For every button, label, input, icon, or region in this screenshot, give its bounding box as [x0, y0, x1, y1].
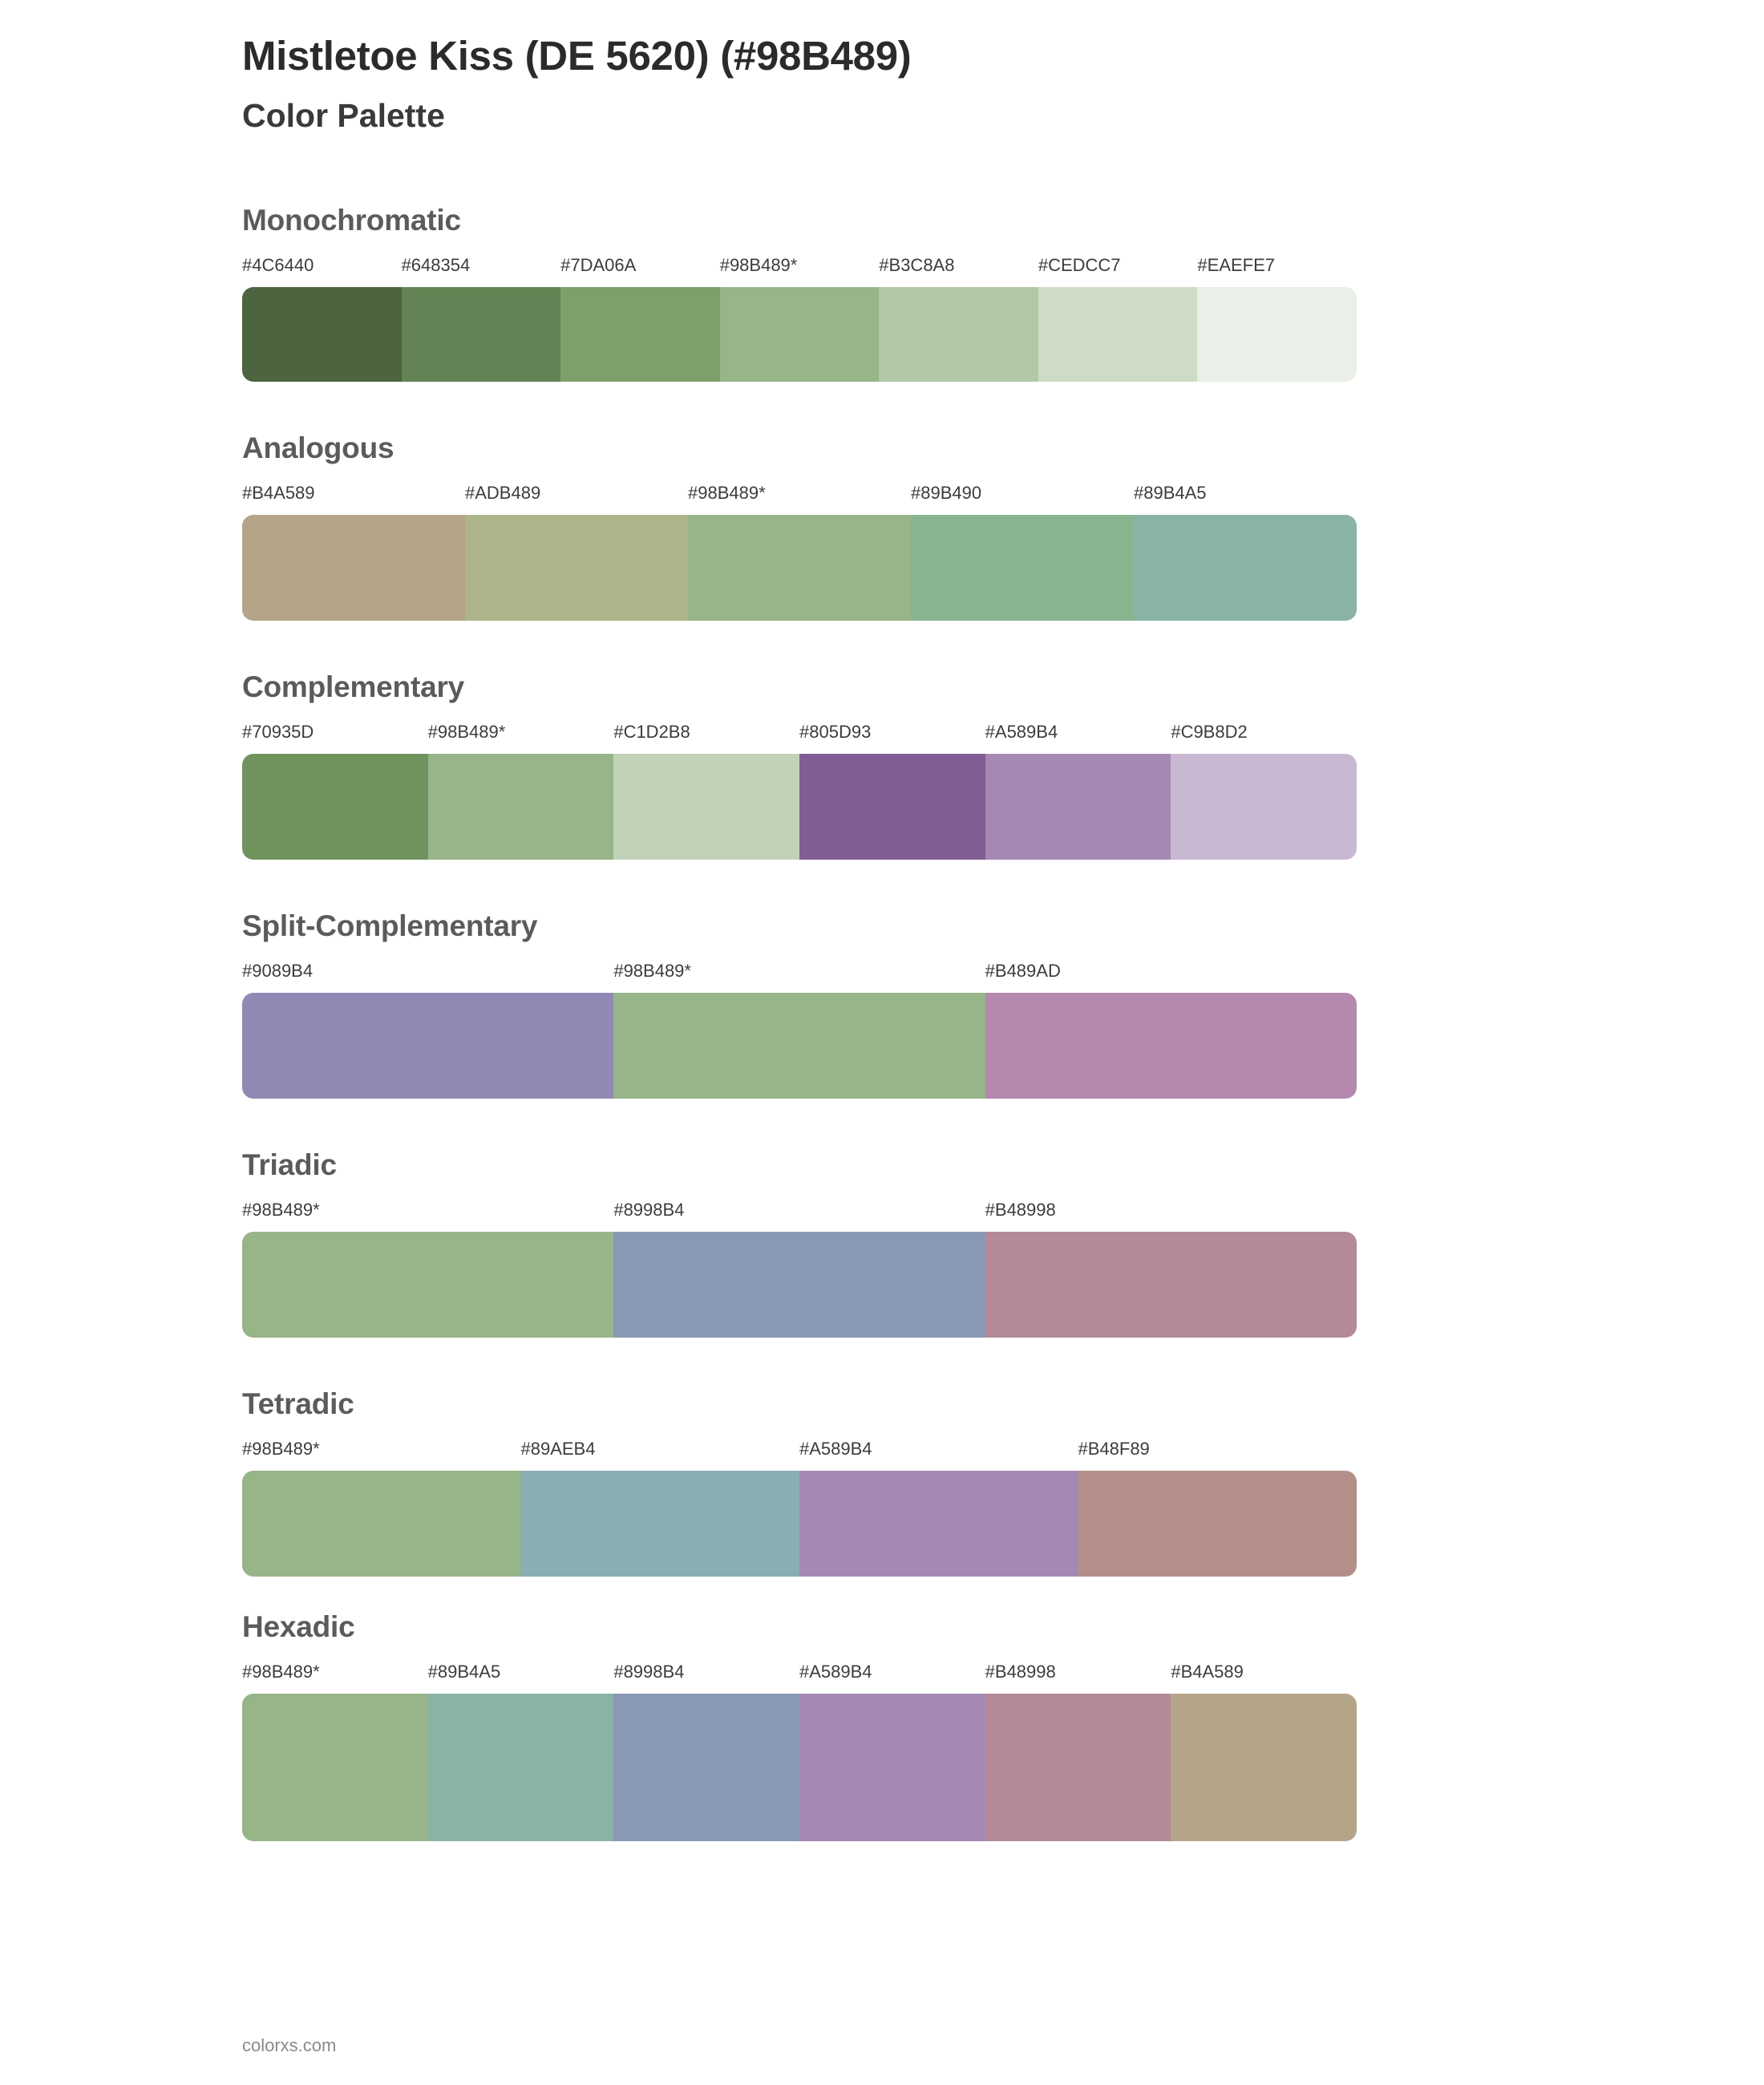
- color-swatch[interactable]: [911, 515, 1134, 621]
- color-swatch[interactable]: [1197, 287, 1357, 382]
- color-swatch[interactable]: [402, 287, 561, 382]
- swatch-hex-label: #89B490: [911, 483, 982, 503]
- swatch-hex-label: #8998B4: [613, 1200, 685, 1220]
- swatch-hex-label: #C1D2B8: [613, 722, 690, 742]
- color-swatch[interactable]: [1171, 754, 1357, 860]
- swatch-hex-label: #98B489*: [719, 255, 798, 275]
- color-swatch[interactable]: [1134, 515, 1357, 621]
- color-swatch[interactable]: [985, 1232, 1357, 1338]
- section-title: Triadic: [242, 1148, 337, 1181]
- color-swatch[interactable]: [879, 287, 1038, 382]
- swatch-row: [242, 1471, 1357, 1577]
- swatch-label-row: [242, 1662, 1357, 1694]
- color-swatch[interactable]: [242, 287, 402, 382]
- color-swatch[interactable]: [1038, 287, 1198, 382]
- swatch-row: [242, 754, 1357, 860]
- color-swatch[interactable]: [242, 515, 465, 621]
- color-swatch[interactable]: [799, 1694, 985, 1841]
- swatch-hex-label: #648354: [401, 255, 471, 275]
- palette-section: [0, 909, 1764, 1099]
- swatch-hex-label: #98B489*: [427, 722, 506, 742]
- swatch-label-row: [242, 255, 1357, 287]
- swatch-hex-label: #B4A589: [242, 483, 315, 503]
- color-swatch[interactable]: [1078, 1471, 1357, 1577]
- footer-site-label: colorxs.com: [242, 2035, 337, 2055]
- swatch-hex-label: #EAEFE7: [1197, 255, 1276, 275]
- swatch-label-row: [242, 1439, 1357, 1471]
- swatch-hex-label: #98B489*: [242, 1662, 320, 1682]
- palette-section: [0, 431, 1764, 621]
- color-swatch[interactable]: [428, 754, 614, 860]
- swatch-hex-label: #4C6440: [242, 255, 314, 275]
- swatch-hex-label: #A589B4: [799, 1439, 872, 1459]
- color-swatch[interactable]: [242, 993, 613, 1099]
- page-title: Mistletoe Kiss (DE 5620) (#98B489): [242, 33, 912, 79]
- swatch-hex-label: #9089B4: [242, 961, 314, 981]
- color-swatch[interactable]: [242, 1694, 428, 1841]
- swatch-label-row: [242, 722, 1357, 754]
- swatch-row: [242, 287, 1357, 382]
- section-title: Hexadic: [242, 1610, 355, 1643]
- page-subtitle: Color Palette: [242, 97, 445, 134]
- swatch-hex-label: #805D93: [799, 722, 872, 742]
- palette-section: [0, 670, 1764, 860]
- palette-sections: [0, 204, 1764, 1841]
- swatch-label-row: [242, 483, 1357, 515]
- color-swatch[interactable]: [560, 287, 720, 382]
- swatch-hex-label: #ADB489: [465, 483, 541, 503]
- color-swatch[interactable]: [985, 1694, 1171, 1841]
- section-title: Monochromatic: [242, 204, 461, 237]
- swatch-hex-label: #C9B8D2: [1171, 722, 1248, 742]
- swatch-row: [242, 993, 1357, 1099]
- swatch-hex-label: #98B489*: [688, 483, 766, 503]
- section-title: Analogous: [242, 431, 394, 464]
- color-swatch[interactable]: [799, 754, 985, 860]
- swatch-row: [242, 1232, 1357, 1338]
- swatch-hex-label: #70935D: [242, 722, 314, 742]
- color-swatch[interactable]: [465, 515, 688, 621]
- color-swatch[interactable]: [242, 1232, 613, 1338]
- swatch-hex-label: #B4A589: [1171, 1662, 1244, 1682]
- swatch-label-row: [242, 961, 1357, 993]
- swatch-row: [242, 1694, 1357, 1841]
- section-title: Complementary: [242, 670, 465, 703]
- swatch-hex-label: #89B4A5: [427, 1662, 501, 1682]
- color-swatch[interactable]: [688, 515, 911, 621]
- color-swatch[interactable]: [720, 287, 880, 382]
- color-swatch[interactable]: [428, 1694, 614, 1841]
- swatch-hex-label: #7DA06A: [560, 255, 637, 275]
- color-swatch[interactable]: [1171, 1694, 1357, 1841]
- palette-section: [0, 1610, 1764, 1841]
- swatch-hex-label: #8998B4: [613, 1662, 685, 1682]
- swatch-hex-label: #B3C8A8: [879, 255, 955, 275]
- section-title: Split-Complementary: [242, 909, 538, 942]
- swatch-hex-label: #B48F89: [1078, 1439, 1150, 1459]
- color-swatch[interactable]: [985, 754, 1171, 860]
- color-swatch[interactable]: [613, 1232, 985, 1338]
- swatch-label-row: [242, 1200, 1357, 1232]
- swatch-hex-label: #A589B4: [799, 1662, 872, 1682]
- color-swatch[interactable]: [613, 1694, 799, 1841]
- color-swatch[interactable]: [242, 754, 428, 860]
- palette-section: [0, 204, 1764, 382]
- swatch-hex-label: #98B489*: [613, 961, 691, 981]
- swatch-hex-label: #89B4A5: [1134, 483, 1207, 503]
- swatch-hex-label: #B489AD: [985, 961, 1061, 981]
- swatch-hex-label: #B48998: [985, 1662, 1056, 1682]
- swatch-row: [242, 515, 1357, 621]
- swatch-hex-label: #B48998: [985, 1200, 1056, 1220]
- color-swatch[interactable]: [985, 993, 1357, 1099]
- color-swatch[interactable]: [613, 754, 799, 860]
- color-swatch[interactable]: [242, 1471, 521, 1577]
- color-swatch[interactable]: [521, 1471, 800, 1577]
- swatch-hex-label: #A589B4: [985, 722, 1058, 742]
- swatch-hex-label: #89AEB4: [520, 1439, 596, 1459]
- swatch-hex-label: #98B489*: [242, 1439, 320, 1459]
- section-title: Tetradic: [242, 1387, 354, 1420]
- swatch-hex-label: #98B489*: [242, 1200, 320, 1220]
- swatch-hex-label: #CEDCC7: [1038, 255, 1121, 275]
- color-swatch[interactable]: [613, 993, 985, 1099]
- color-swatch[interactable]: [799, 1471, 1078, 1577]
- palette-section: [0, 1148, 1764, 1338]
- palette-section: [0, 1387, 1764, 1577]
